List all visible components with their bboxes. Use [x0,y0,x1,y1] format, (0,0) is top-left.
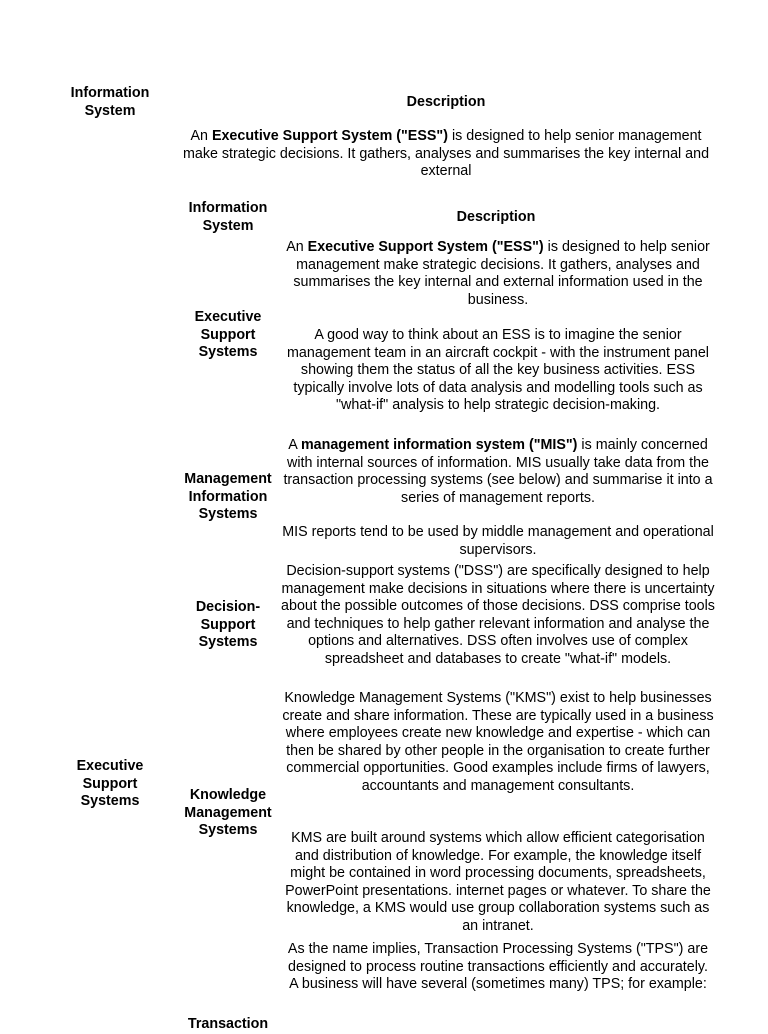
outer-header-description: Description [406,94,486,110]
inner-header-description: Description [456,209,536,225]
row-mis-desc-p2: MIS reports tend to be used by middle management and operational supervisors. [282,524,714,558]
outer-intro-text: An Executive Support System ("ESS") is designed to help senior management make strategic decisions. It gathers, analyses and summarises the key internal and external [182,128,710,180]
row-kms-desc-p1: Knowledge Management Systems ("KMS") exist to help businesses create and share information. These are typically used in a business where employees create new knowledge and expertise - which can then be shared by other people in the organisation to create further commercial opportunities. Good examples include firms of lawyers, accountants and management consultants. [282,690,714,794]
row-label-kms: Knowledge Management Systems [184,787,272,839]
inner-header-information-system: Information System [188,200,268,234]
row-tps-desc-p1: As the name implies, Transaction Processing Systems ("TPS") are designed to process routine transactions efficiently and accurately. A business will have several (sometimes many) TPS; for example: [287,941,709,993]
row-label-mis: Management Information Systems [184,471,272,523]
row-mis-desc-p1: A management information system ("MIS") is mainly concerned with internal sources of information. MIS usually take data from the transaction processing systems (see below) and summarise it into a series of management reports. [283,437,713,506]
row-kms-desc-p2: KMS are built around systems which allow efficient categorisation and distribution of knowledge. For example, the knowledge itself might be contained in word processing documents, spreadsheets, PowerPoint presentations. internet pages or whatever. To share the knowledge, a KMS would use group collaboration systems such as an intranet. [285,830,711,934]
row-ess-desc-p2: A good way to think about an ESS is to imagine the senior management team in an aircraft cockpit - with the instrument panel showing them the status of all the key business activities. ESS typically involve lots of data analysis and modelling tools such as "what-if" analysis to help strategic decision-making. [287,327,709,414]
row-label-tps: Transaction [187,1016,269,1032]
outer-row-label-ess: Executive Support Systems [76,758,144,810]
row-label-dss: Decision-Support Systems [195,599,261,651]
row-label-ess: Executive Support Systems [194,309,262,361]
outer-header-information-system: Information System [70,85,150,119]
row-ess-desc-p1: An Executive Support System ("ESS") is designed to help senior management make strategic decisions. It gathers, analyses and summarises the key internal and external information used in the business. [286,239,710,308]
row-dss-desc-p1: Decision-support systems ("DSS") are specifically designed to help management make decisions in situations where there is uncertainty about the possible outcomes of those decisions. DSS comprise tools and techniques to help gather relevant information and analyse the options and alternatives. DSS often involves use of complex spreadsheet and databases to create "what-if" models. [281,563,715,667]
